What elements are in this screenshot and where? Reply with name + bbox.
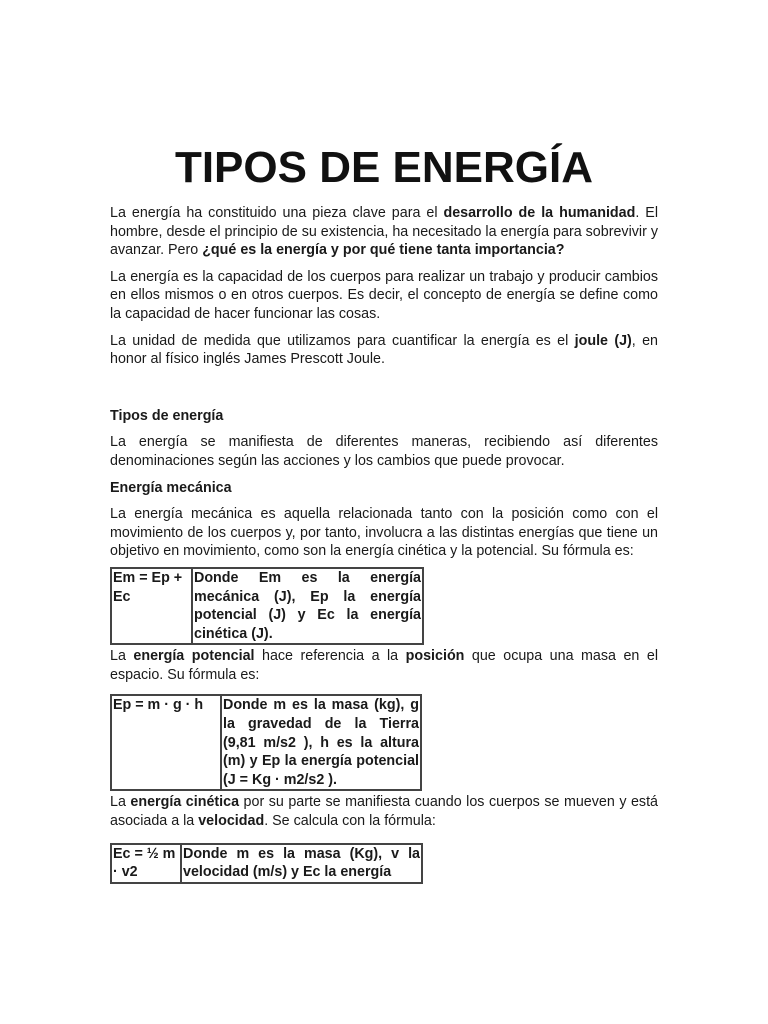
formula-cell xyxy=(111,844,181,883)
intro-paragraph-1 xyxy=(110,204,658,260)
intro-p3-text-2: , en honor al físico inglés James Prescott Joule. xyxy=(110,332,659,368)
explanation-text: Donde m es la masa (Kg), v la velocidad (m/s) y Ec la energía xyxy=(183,845,420,881)
intro-p3-text: La unidad de medida que utilizamos para cuantificar la energía es el xyxy=(110,332,575,349)
formula-table-mecanica xyxy=(110,567,424,645)
explanation-cell: Donde m es la masa (kg), g la gravedad de la Tierra (9,81 m/s2 ), h es la altura (m) y Ep la energía potencial (J = Kg · m2/s2 ). xyxy=(221,695,421,790)
potencial-text: La xyxy=(110,648,134,665)
formula-table-cinetica xyxy=(110,843,423,884)
mecanica-paragraph: La energía mecánica es aquella relacionada tanto con la posición como con el movimiento de los cuerpos y, por tanto, involucra a las distintas energías que tiene un objetivo en movimiento, como son la energía cinética y la potencial. Su fórmula es: xyxy=(110,506,658,560)
tipos-paragraph: La energía se manifiesta de diferentes maneras, recibiendo así diferentes denominaciones según las acciones y los cambios que puede provocar. xyxy=(110,434,658,469)
intro-p1-text: La energía ha constituido una pieza clave para el xyxy=(110,205,444,221)
section-heading-tipos: Tipos de energía xyxy=(110,407,224,424)
potencial-paragraph xyxy=(110,647,658,684)
table-row xyxy=(111,695,421,790)
formula-text: Ec = ½ m · v2 xyxy=(113,845,176,881)
formula-cell: Ep = m · g · h xyxy=(111,695,221,790)
potencial-bold-posicion: posición xyxy=(405,648,465,665)
cinetica-text-3: . Se calcula con la fórmula: xyxy=(264,813,436,830)
table-row xyxy=(111,568,423,644)
page-title: TIPOS DE ENERGÍA xyxy=(174,143,594,193)
intro-paragraph-3 xyxy=(110,332,658,369)
intro-p1-text-2: . El hombre, desde el principio de su existencia, ha necesitado la energía para sobrevivir y avanzar. Pero xyxy=(110,205,658,259)
potencial-bold-term: energía potencial xyxy=(133,648,255,665)
potencial-text-3: que ocupa una masa en el espacio. Su fórmula es: xyxy=(110,648,658,683)
document-body xyxy=(110,204,658,884)
intro-p1-bold: desarrollo de la humanidad xyxy=(443,205,636,221)
explanation-cell xyxy=(181,844,422,883)
explanation-cell: Donde Em es la energía mecánica (J), Ep la energía potencial (J) y Ec la energía cinética (J). xyxy=(192,568,423,644)
intro-p3-unit: joule (J) xyxy=(574,332,632,349)
cinetica-bold-velocidad: velocidad xyxy=(198,813,265,830)
cinetica-text: La xyxy=(110,794,131,811)
intro-paragraph-2: La energía es la capacidad de los cuerpos para realizar un trabajo y producir cambios en ellos mismos o en otros cuerpos. Es decir, el concepto de energía se define como la capacidad de hacer funcionar las cosas. xyxy=(110,268,658,322)
cinetica-bold-term: energía cinética xyxy=(130,794,240,811)
formula-table-potencial xyxy=(110,694,422,791)
cinetica-paragraph xyxy=(110,793,658,830)
intro-p1-question: ¿qué es la energía y por qué tiene tanta importancia? xyxy=(202,242,565,259)
cinetica-text-2: por su parte se manifiesta cuando los cuerpos se mueven y está asociada a la xyxy=(110,794,659,830)
formula-cell: Em = Ep + Ec xyxy=(111,568,192,644)
table-row xyxy=(111,844,422,883)
section-heading-mecanica: Energía mecánica xyxy=(110,479,232,496)
potencial-text-2: hace referencia a la xyxy=(254,648,406,665)
